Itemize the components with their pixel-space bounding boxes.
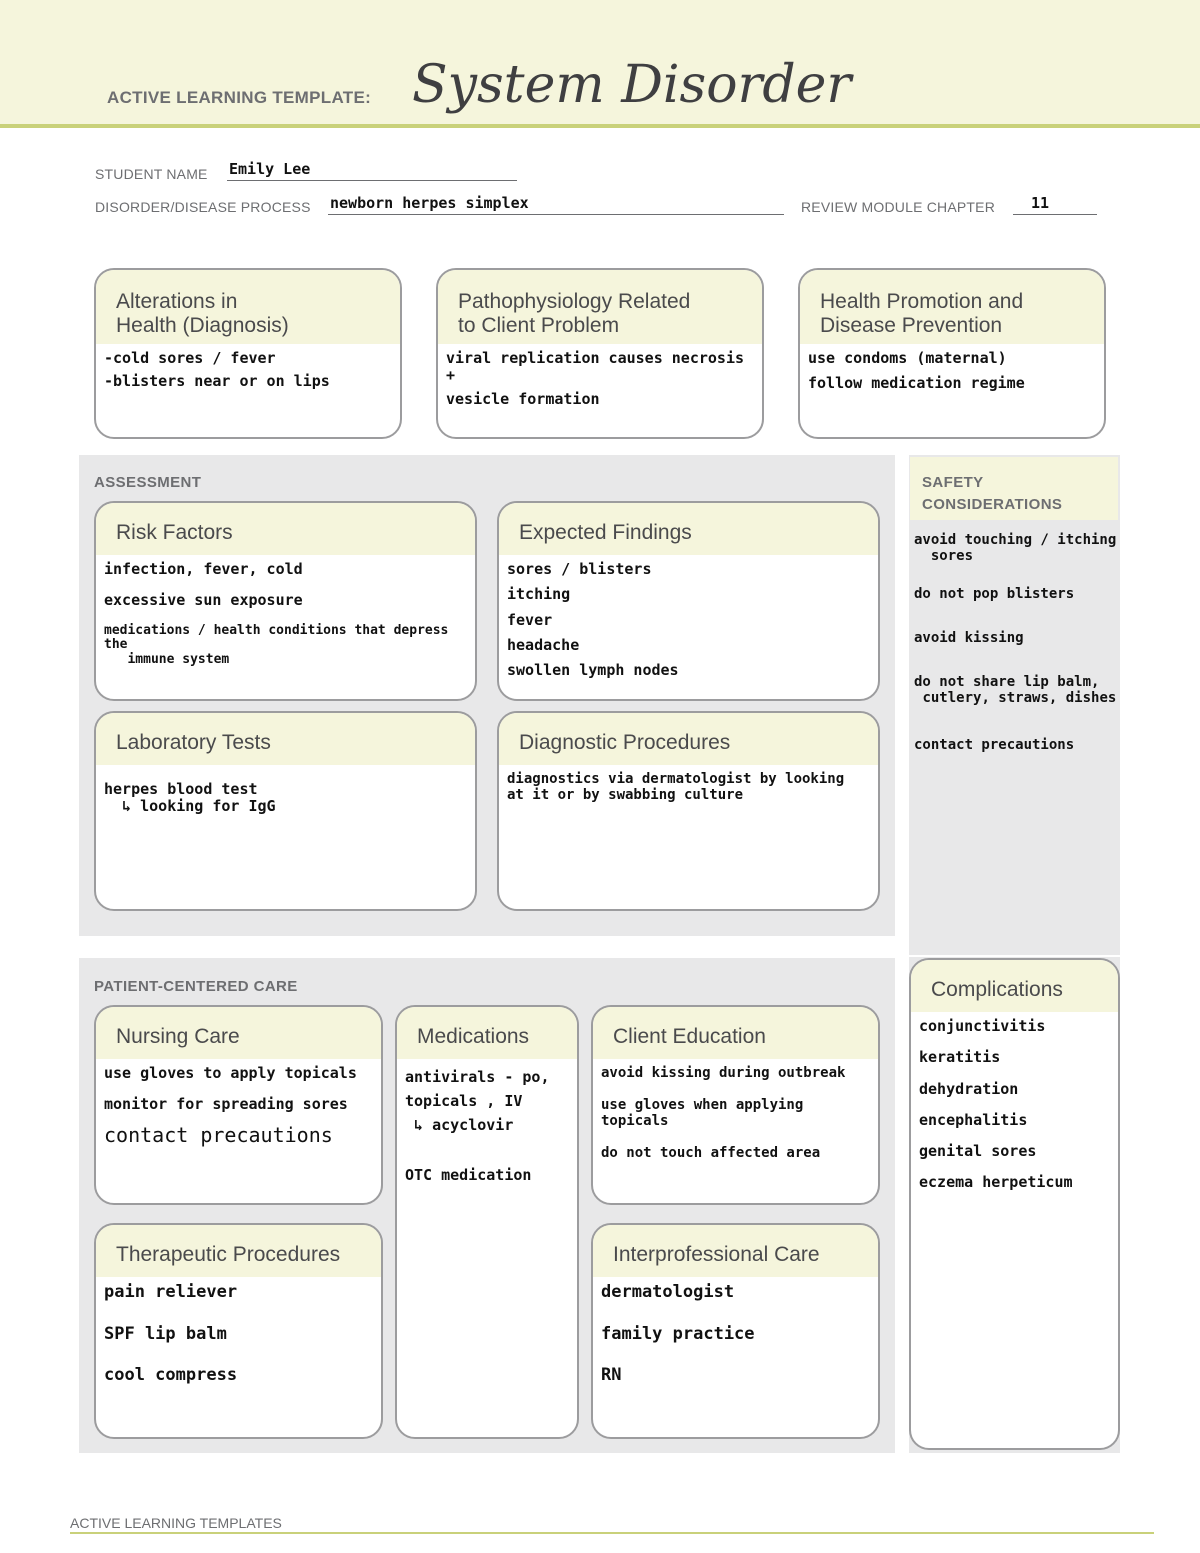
pathophysiology-line: vesicle formation (446, 389, 600, 408)
laboratory-tests-line: herpes blood test ↳ looking for IgG (104, 780, 276, 816)
safety-content[interactable] (914, 532, 1118, 753)
nursing-care-line: use gloves to apply topicals (104, 1064, 357, 1082)
nursing-care-title: Nursing Care (96, 1007, 381, 1059)
complications-line: encephalitis (919, 1110, 1028, 1129)
expected-findings-content[interactable] (499, 555, 878, 679)
nursing-care-line: monitor for spreading sores (104, 1095, 348, 1114)
pathophysiology-title: Pathophysiology Related to Client Problem (438, 270, 762, 344)
diagnostic-procedures-line: diagnostics via dermatologist by looking at it or by swabbing culture (507, 771, 845, 804)
expected-findings-line: itching (507, 585, 571, 604)
health-promotion-box (798, 268, 1106, 439)
interprofessional-care-line: dermatologist (601, 1282, 735, 1302)
complications-line: eczema herpeticum (919, 1173, 1073, 1192)
student-name-label: STUDENT NAME (95, 166, 208, 182)
interprofessional-care-line: RN (601, 1365, 622, 1386)
expected-findings-box (497, 501, 880, 701)
therapeutic-procedures-content[interactable] (96, 1277, 381, 1386)
laboratory-tests-title: Laboratory Tests (96, 713, 475, 765)
chapter-value: 11 (1031, 193, 1050, 212)
medications-box (395, 1005, 579, 1439)
safety-line: do not pop blisters (914, 586, 1075, 603)
pathophysiology-box (436, 268, 764, 439)
nursing-care-box (94, 1005, 383, 1205)
patient-centered-care-heading: PATIENT-CENTERED CARE (94, 978, 298, 995)
therapeutic-procedures-line: cool compress (104, 1365, 238, 1386)
complications-box (909, 958, 1120, 1450)
laboratory-tests-content[interactable] (96, 765, 475, 816)
pathophysiology-content[interactable] (438, 344, 762, 408)
client-education-line: avoid kissing during outbreak (601, 1065, 846, 1081)
laboratory-tests-box (94, 711, 477, 911)
safety-line: avoid touching / itching sores (914, 532, 1117, 565)
risk-factors-line: infection, fever, cold (104, 560, 303, 578)
safety-heading: SAFETY CONSIDERATIONS (910, 457, 1118, 520)
expected-findings-line: headache (507, 635, 580, 654)
expected-findings-line: fever (507, 610, 553, 629)
complications-line: keratitis (919, 1048, 1001, 1067)
alterations-title: Alterations in Health (Diagnosis) (96, 270, 400, 344)
alterations-box (94, 268, 402, 439)
expected-findings-line: sores / blisters (507, 560, 652, 578)
complications-line: conjunctivitis (919, 1017, 1046, 1035)
client-education-content[interactable] (593, 1059, 878, 1161)
risk-factors-title: Risk Factors (96, 503, 475, 555)
client-education-line: do not touch affected area (601, 1145, 821, 1162)
alterations-content[interactable] (96, 344, 400, 391)
complications-content[interactable] (911, 1012, 1118, 1192)
risk-factors-box (94, 501, 477, 701)
chapter-field[interactable] (1013, 193, 1097, 215)
assessment-heading: ASSESSMENT (94, 474, 202, 491)
medications-title: Medications (397, 1007, 577, 1059)
therapeutic-procedures-line: pain reliever (104, 1282, 238, 1302)
interprofessional-care-content[interactable] (593, 1277, 878, 1386)
disorder-value: newborn herpes simplex (330, 193, 529, 212)
disorder-field[interactable] (328, 193, 784, 215)
risk-factors-content[interactable] (96, 555, 475, 668)
footer-divider (70, 1532, 1154, 1534)
safety-line: do not share lip balm, cutlery, straws, dishes (914, 674, 1117, 707)
student-name-value: Emily Lee (229, 159, 311, 178)
medications-line: antivirals - po, topicals , IV ↳ acyclovir (405, 1068, 550, 1134)
diagnostic-procedures-title: Diagnostic Procedures (499, 713, 878, 765)
student-name-field[interactable] (227, 159, 517, 181)
nursing-care-line: contact precautions (104, 1122, 333, 1147)
diagnostic-procedures-box (497, 711, 880, 911)
safety-line: avoid kissing (914, 630, 1024, 647)
diagnostic-procedures-content[interactable] (499, 765, 878, 803)
complications-line: genital sores (919, 1142, 1037, 1160)
alterations-line: -blisters near or on lips (104, 372, 330, 391)
template-label: ACTIVE LEARNING TEMPLATE: (107, 88, 372, 107)
medications-content[interactable] (397, 1059, 577, 1184)
expected-findings-line: swollen lymph nodes (507, 661, 679, 679)
client-education-title: Client Education (593, 1007, 878, 1059)
complications-line: dehydration (919, 1079, 1019, 1098)
risk-factors-line: excessive sun exposure (104, 591, 303, 610)
footer-label: ACTIVE LEARNING TEMPLATES (70, 1515, 282, 1531)
therapeutic-procedures-box (94, 1223, 383, 1439)
safety-line: contact precautions (914, 736, 1075, 753)
risk-factors-line: medications / health conditions that depress the immune system (104, 622, 449, 668)
template-title: System Disorder (412, 55, 852, 115)
health-promotion-line: follow medication regime (808, 374, 1025, 393)
nursing-care-content[interactable] (96, 1059, 381, 1147)
client-education-box (591, 1005, 880, 1205)
disorder-label: DISORDER/DISEASE PROCESS (95, 199, 311, 215)
complications-title: Complications (911, 960, 1118, 1012)
medications-line: OTC medication (405, 1166, 532, 1184)
therapeutic-procedures-line: SPF lip balm (104, 1323, 227, 1344)
client-education-line: use gloves when applying topicals (601, 1097, 812, 1130)
expected-findings-title: Expected Findings (499, 503, 878, 555)
health-promotion-title: Health Promotion and Disease Prevention (800, 270, 1104, 344)
health-promotion-content[interactable] (800, 344, 1104, 393)
alterations-line: -cold sores / fever (104, 349, 276, 367)
interprofessional-care-line: family practice (601, 1323, 755, 1344)
therapeutic-procedures-title: Therapeutic Procedures (96, 1225, 381, 1277)
header-divider (0, 124, 1200, 128)
health-promotion-line: use condoms (maternal) (808, 349, 1007, 367)
interprofessional-care-box (591, 1223, 880, 1439)
chapter-label: REVIEW MODULE CHAPTER (801, 199, 995, 215)
interprofessional-care-title: Interprofessional Care (593, 1225, 878, 1277)
pathophysiology-line: viral replication causes necrosis + (446, 349, 754, 385)
